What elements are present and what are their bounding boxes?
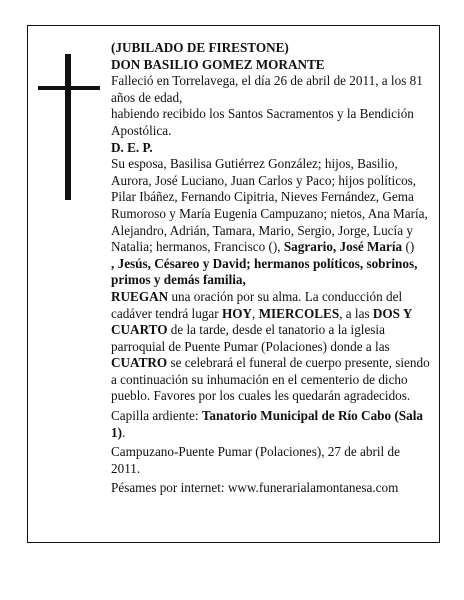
request-bold-hoy: HOY [221,305,252,321]
former-employer-line: (JUBILADO DE FIRESTONE) [111,40,289,55]
family-text-2: () [402,239,415,255]
request-text-5: se celebrará el funeral de cuerpo presente, siendo a continuación su inhumación en el cementerio de dicho pueblo. Favores por los cuales les quedarán agradecidos. [111,355,430,404]
request-bold-funeral-time: CUATRO [111,355,168,371]
place-date: Campuzano-Puente Pumar (Polaciones), 27 de abril de 2011. [111,444,400,476]
obituary-text [111,40,431,497]
cross-horizontal-bar [38,86,100,90]
death-notice: Falleció en Torrelavega, el día 26 de abril de 2011, a los 81 años de edad, [111,73,423,105]
request-text-1: una oración por su alma. La conducción del cadáver tendrá lugar [111,288,403,321]
request-bold-ruegan: RUEGAN [111,288,169,304]
request-text-3: , a las [339,305,373,321]
chapel-label: Capilla ardiente: [111,408,202,424]
cross-icon [38,54,100,200]
chapel-name: Tanatorio Municipal de Río Cabo (Sala 1) [111,408,423,440]
request-text-2: , [251,305,259,321]
chapel-end: . [122,424,126,440]
dep-line: D. E. P. [111,139,153,155]
request-paragraph [111,289,431,405]
request-bold-day: MIERCOLES [258,305,340,321]
sacraments-line: habiendo recibido los Santos Sacramentos y la Bendición Apostólica. [111,106,414,138]
condolences-line: Pésames por internet: www.funerarialamontanesa.com [111,480,399,496]
family-text-1: Su esposa, Basilisa Gutiérrez González; hijos, Basilio, Aurora, José Luciano, Juan Carlos y Paco; hijos políticos, Pilar Ibáñez, Fernando Cipitria, Nieves Fernández, Gema Rumoroso y María Eugenia Campuzano; nietos, Ana María, Alejandro, Adrián, Tamara, Mario, Sergio, Jorge, Lucía y Natalia; hermanos, Francisco (), [111,156,428,255]
chapel-line [111,408,431,441]
request-text-4: de la tarde, desde el tanatorio a la iglesia parroquial de Puente Pumar (Polaciones) donde a las [111,322,390,354]
deceased-name: DON BASILIO GOMEZ MORANTE [111,56,325,72]
family-bold-2: , Jesús, Césareo y David; hermanos políticos, sobrinos, primos y demás familia, [111,255,418,288]
cross-vertical-bar [65,54,71,200]
request-bold-time: DOS Y CUARTO [111,305,412,338]
family-bold-1: Sagrario, José María [283,239,403,255]
family-paragraph [111,156,431,256]
